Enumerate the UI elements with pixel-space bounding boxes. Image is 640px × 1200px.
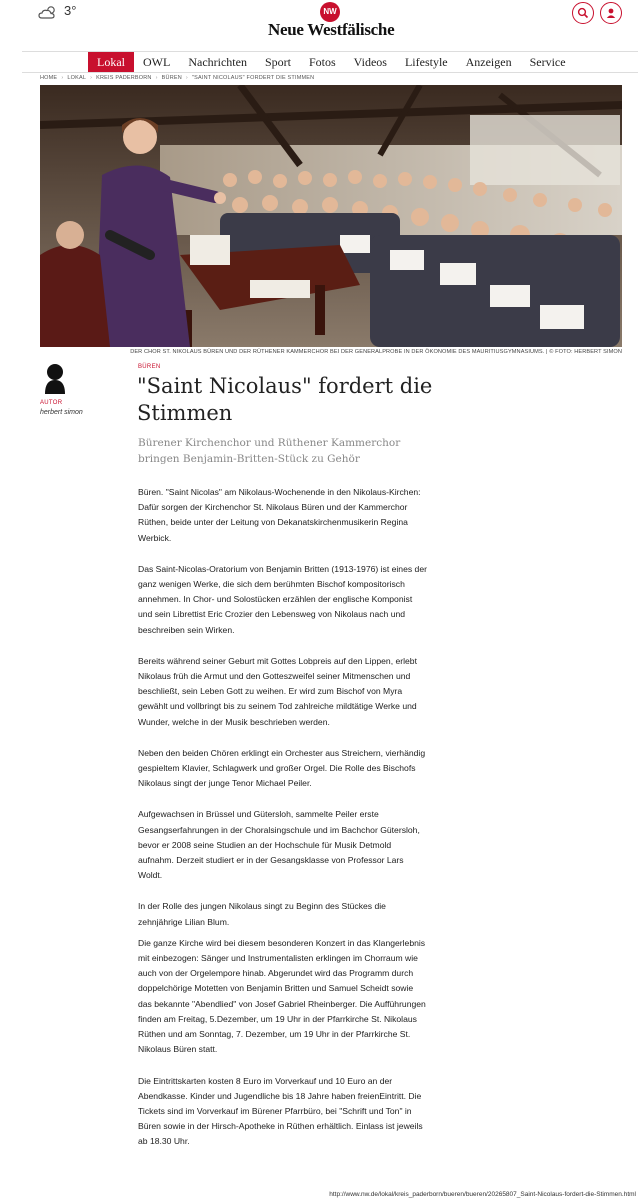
site-logo[interactable] (268, 2, 395, 42)
page-url: http://www.nw.de/lokal/kreis_paderborn/bueren/bueren/20265807_Saint-Nicolaus-fordert-die-Stimmen.html (329, 1191, 636, 1198)
logo-badge: NW (320, 2, 340, 22)
site-header (0, 0, 640, 48)
nav-item-videos[interactable]: Videos (353, 55, 387, 69)
choir-rehearsal-photo (40, 85, 622, 347)
author-name[interactable]: herbert simon (40, 409, 83, 416)
article-subhead: Bürener Kirchenchor und Rüthener Kammerchor bringen Benjamin-Britten-Stück zu Gehör (138, 437, 401, 465)
chevron-right-icon: › (155, 75, 158, 81)
article-paragraph: Aufgewachsen in Brüssel und Gütersloh, sammelte Peiler erste Gesangserfahrungen in der Choralsingschule und im Bachchor Gütersloh, bevor er 2008 seine Studien an der Hochschule für Musik Detmold aufnahm. Derzeit studiert er in der Gesangsklasse von Professor Lars Woldt. (138, 809, 420, 881)
article-paragraph: In der Rolle des jungen Nikolaus singt zu Beginn des Stückes die zehnjährige Lilian Blum. (138, 901, 386, 927)
account-button[interactable] (600, 2, 622, 24)
weather-widget[interactable] (38, 4, 76, 20)
nav-item-owl[interactable]: OWL (143, 55, 171, 69)
article-kicker[interactable]: BÜREN (138, 364, 161, 370)
nav-item-service[interactable]: Service (529, 55, 566, 69)
nav-item-lokal[interactable]: Lokal (88, 52, 134, 72)
nav-item-fotos[interactable]: Fotos (308, 55, 336, 69)
article-paragraph: Das Saint-Nicolas-Oratorium von Benjamin Britten (1913-1976) ist eines der ganz wenigen Werke, die sich dem berühmten Bischof kompositorisch annehmen. In Chor- und Solostücken erzählen der englische Komponist und sein Librettist Eric Crozier den Lebensweg von Nikolaus nach und beschreiben sein Wirken. (138, 563, 427, 635)
photo-caption: DER CHOR ST. NIKOLAUS BÜREN UND DER RÜTHENER KAMMERCHOR BEI DER GENERALPROBE IN DER ÖKONOMIE DES MAURITIUSGYMNASIUMS. | © FOTO: HERBERT SIMON (130, 349, 622, 355)
partly-cloudy-icon (38, 4, 60, 20)
breadcrumb-current: "SAINT NICOLAUS" FORDERT DIE STIMMEN (191, 75, 315, 81)
article-paragraph: Die Eintrittskarten kosten 8 Euro im Vorverkauf und 10 Euro an der Abendkasse. Kinder und Jugendliche bis 18 Jahre haben freienEintritt. Die Tickets sind im Vorverkauf im Bürener Pfarrbüro, bei "Schrift und Ton" in Büren sowie in der Hirsch-Apotheke in Rüthen erhältlich. Einlass ist jeweils ab 18.30 Uhr. (138, 1075, 423, 1147)
breadcrumb-bueren[interactable]: BÜREN (161, 75, 182, 81)
search-button[interactable] (572, 2, 594, 24)
temperature: 3° (64, 3, 77, 18)
nav-item-lifestyle[interactable]: Lifestyle (404, 55, 448, 69)
article-paragraph: Die ganze Kirche wird bei diesem besonderen Konzert in das Klangerlebnis mit einbezogen: Sänger und Instrumentalisten erklingen im Chorraum wie auch von der Orgelempore hinab. Abgerundet wird das Programm durch doppelchörige Motetten von Benjamin Britten und Samuel Scheidt sowie das bekannte "Abendlied" von Josef Gabriel Rheinberger. Die Aufführungen finden am Freitag, 5.Dezember, um 19 Uhr in der Pfarrkirche St. Nikolaus Rüthen und am Sonntag, 7. Dezember, um 19 Uhr in der Pfarrkirche St. Nikolaus Büren statt. (138, 937, 426, 1055)
article-paragraph: Bereits während seiner Geburt mit Gottes Lobpreis auf den Lippen, erlebt Nikolaus früh die Armut und den Gotteszweifel seiner Mitmenschen und beschließt, sein Leben Gott zu weihen. Er wird zum Bischof von Myra gewählt und vollbringt bis zu seinem Tod zahlreiche mildtätige Werke und Wunder, welche in der Musik beschrieben werden. (138, 655, 417, 727)
user-icon (605, 7, 617, 19)
author-label: AUTOR (40, 400, 63, 406)
nav-item-sport[interactable]: Sport (264, 55, 291, 69)
article-headline: "Saint Nicolaus" fordert die Stimmen (137, 374, 433, 425)
nav-item-anzeigen[interactable]: Anzeigen (465, 55, 512, 69)
search-icon (577, 7, 589, 19)
chevron-right-icon: › (61, 75, 64, 81)
breadcrumb-home[interactable]: HOME (40, 75, 58, 81)
author-avatar[interactable] (42, 362, 68, 394)
article-paragraph: Neben den beiden Chören erklingt ein Orchester aus Streichern, vierhändig gespieltem Klavier, Schlagwerk und großer Orgel. Die Rolle des Bischofs Nikolaus singt der junge Tenor Michael Peiler. (138, 747, 426, 789)
article-body (138, 485, 428, 1166)
article-photo[interactable] (40, 85, 622, 347)
breadcrumb-kreis-paderborn[interactable]: KREIS PADERBORN (96, 75, 152, 81)
nav-item-nachrichten[interactable]: Nachrichten (188, 55, 247, 69)
article-paragraph: Büren. "Saint Nicolas" am Nikolaus-Wochenende in den Nikolaus-Kirchen: Dafür sorgen der Kirchenchor St. Nikolaus Büren und der Kammerchor Rüthen, beide unter der Leitung von Dekanatskirchenmusikerin Regina Werbick. (138, 487, 421, 543)
main-navigation (22, 51, 638, 73)
chevron-right-icon: › (185, 75, 188, 81)
logo-text: Neue Westfälische (268, 20, 395, 39)
breadcrumb (40, 75, 314, 81)
chevron-right-icon: › (90, 75, 93, 81)
breadcrumb-lokal[interactable]: LOKAL (67, 75, 87, 81)
